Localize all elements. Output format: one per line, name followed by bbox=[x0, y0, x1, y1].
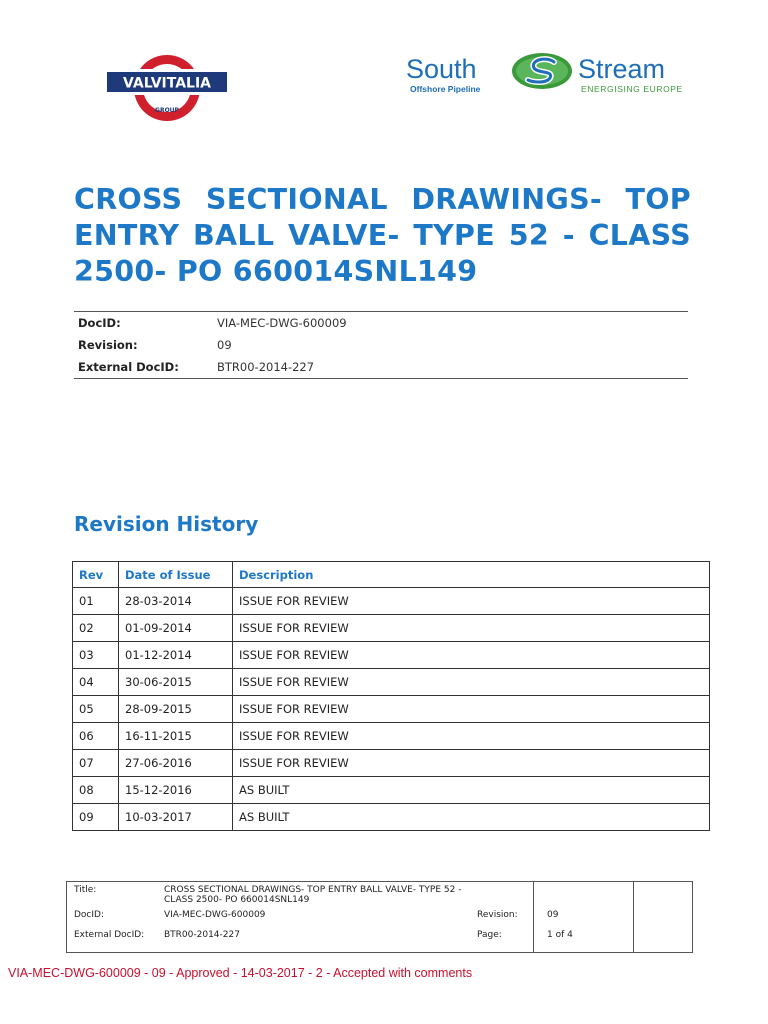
south-stream-emblem bbox=[510, 52, 574, 92]
column-header-date: Date of Issue bbox=[119, 562, 233, 588]
meta-row-docid bbox=[74, 312, 688, 334]
meta-value: VIA-MEC-DWG-600009 bbox=[217, 316, 347, 330]
table-row bbox=[73, 723, 710, 750]
table-header-row bbox=[73, 562, 710, 588]
meta-value: 09 bbox=[217, 338, 232, 352]
meta-label: DocID: bbox=[78, 316, 121, 330]
revision-history-table bbox=[72, 561, 710, 831]
footer-row-docid bbox=[67, 910, 692, 930]
cell-description: ISSUE FOR REVIEW bbox=[233, 750, 710, 777]
cell-rev: 07 bbox=[73, 750, 119, 777]
footer-revision-label: Revision: bbox=[477, 910, 518, 920]
logo-sub-offshore: Offshore Pipeline bbox=[410, 84, 481, 94]
cell-date: 10-03-2017 bbox=[119, 804, 233, 831]
footer-title-block bbox=[66, 881, 693, 953]
cell-rev: 03 bbox=[73, 642, 119, 669]
meta-value: BTR00-2014-227 bbox=[217, 360, 315, 374]
cell-date: 28-09-2015 bbox=[119, 696, 233, 723]
footer-divider bbox=[533, 882, 534, 952]
footer-docid-value: VIA-MEC-DWG-600009 bbox=[164, 910, 266, 920]
column-header-description: Description bbox=[233, 562, 710, 588]
cell-date: 30-06-2015 bbox=[119, 669, 233, 696]
approval-stamp: VIA-MEC-DWG-600009 - 09 - Approved - 14-03-2017 - 2 - Accepted with comments bbox=[8, 966, 473, 980]
footer-external-docid-label: External DocID: bbox=[74, 930, 145, 940]
cell-description: AS BUILT bbox=[233, 777, 710, 804]
meta-label: Revision: bbox=[78, 338, 138, 352]
table-row bbox=[73, 615, 710, 642]
logo-sub-energising: ENERGISING EUROPE bbox=[581, 84, 683, 94]
footer-page-label: Page: bbox=[477, 930, 502, 940]
table-row bbox=[73, 777, 710, 804]
table-row bbox=[73, 669, 710, 696]
cell-rev: 01 bbox=[73, 588, 119, 615]
meta-label: External DocID: bbox=[78, 360, 179, 374]
column-header-rev: Rev bbox=[73, 562, 119, 588]
logo-word-stream: Stream bbox=[578, 54, 666, 84]
meta-row-revision bbox=[74, 334, 688, 356]
footer-title-label: Title: bbox=[74, 885, 97, 895]
footer-title-value: CROSS SECTIONAL DRAWINGS- TOP ENTRY BALL VALVE- TYPE 52 - CLASS 2500- PO 660014SNL149 bbox=[164, 885, 462, 905]
logo-word-south: South bbox=[406, 54, 477, 84]
cell-date: 15-12-2016 bbox=[119, 777, 233, 804]
cell-description: AS BUILT bbox=[233, 804, 710, 831]
cell-description: ISSUE FOR REVIEW bbox=[233, 615, 710, 642]
table-row bbox=[73, 696, 710, 723]
meta-row-external-docid bbox=[74, 356, 688, 378]
footer-row-external-docid bbox=[67, 930, 692, 952]
table-row bbox=[73, 750, 710, 777]
revision-history-heading: Revision History bbox=[74, 512, 259, 536]
footer-external-docid-value: BTR00-2014-227 bbox=[164, 930, 240, 940]
cell-rev: 02 bbox=[73, 615, 119, 642]
cell-date: 28-03-2014 bbox=[119, 588, 233, 615]
cell-rev: 09 bbox=[73, 804, 119, 831]
table-row bbox=[73, 642, 710, 669]
table-row bbox=[73, 804, 710, 831]
document-title: CROSS SECTIONAL DRAWINGS- TOP ENTRY BALL VALVE- TYPE 52 - CLASS 2500- PO 660014SNL149 bbox=[74, 183, 691, 288]
document-meta-table bbox=[74, 311, 688, 379]
svg-text:GROUP: GROUP bbox=[155, 107, 179, 114]
cell-date: 01-09-2014 bbox=[119, 615, 233, 642]
footer-row-title bbox=[67, 882, 692, 910]
cell-rev: 05 bbox=[73, 696, 119, 723]
cell-date: 27-06-2016 bbox=[119, 750, 233, 777]
cell-date: 01-12-2014 bbox=[119, 642, 233, 669]
footer-revision-value: 09 bbox=[547, 910, 559, 920]
cell-rev: 08 bbox=[73, 777, 119, 804]
cell-rev: 06 bbox=[73, 723, 119, 750]
valvitalia-logo bbox=[104, 50, 230, 136]
cell-description: ISSUE FOR REVIEW bbox=[233, 669, 710, 696]
svg-text:VALVITALIA: VALVITALIA bbox=[122, 75, 212, 92]
cell-description: ISSUE FOR REVIEW bbox=[233, 588, 710, 615]
cell-date: 16-11-2015 bbox=[119, 723, 233, 750]
footer-docid-label: DocID: bbox=[74, 910, 105, 920]
cell-description: ISSUE FOR REVIEW bbox=[233, 723, 710, 750]
table-row bbox=[73, 588, 710, 615]
cell-description: ISSUE FOR REVIEW bbox=[233, 642, 710, 669]
footer-divider bbox=[633, 882, 634, 952]
south-stream-logo bbox=[406, 52, 696, 100]
footer-page-value: 1 of 4 bbox=[547, 930, 573, 940]
cell-rev: 04 bbox=[73, 669, 119, 696]
cell-description: ISSUE FOR REVIEW bbox=[233, 696, 710, 723]
